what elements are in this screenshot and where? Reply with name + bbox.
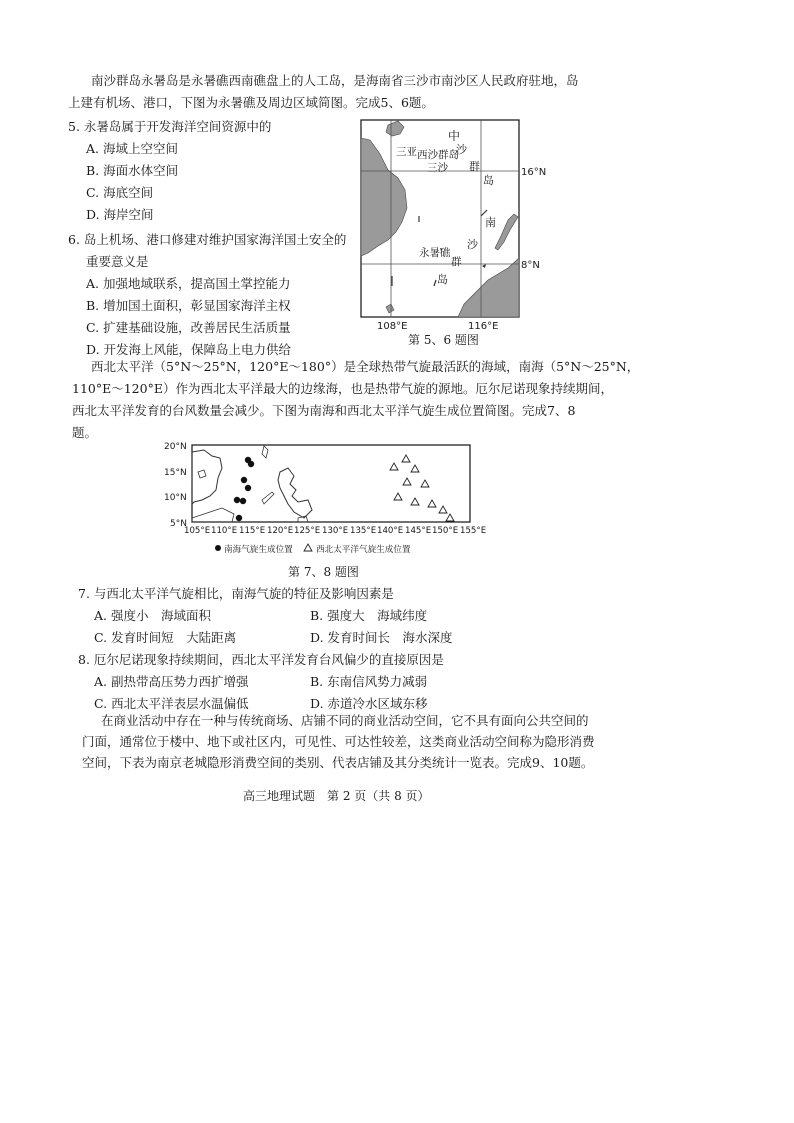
longitude-label: 125°E	[294, 526, 321, 536]
legend-triangle-icon	[304, 544, 312, 551]
scs-cyclone-dot	[245, 485, 251, 491]
cyclone-genesis-map	[160, 438, 495, 558]
longitude-label: 145°E	[405, 526, 432, 536]
longitude-label: 130°E	[322, 526, 349, 536]
question-5-option-a: A. 海域上空空间	[86, 141, 178, 156]
question-6-stem: 重要意义是	[86, 254, 149, 269]
question-7-option-d: D. 发育时间长 海水深度	[310, 630, 453, 645]
longitude-label: 115°E	[239, 526, 266, 536]
longitude-label: 110°E	[211, 526, 238, 536]
question-7-option-c: C. 发育时间短 大陆距离	[94, 630, 237, 645]
legend-label: 南海气旋生成位置	[224, 545, 293, 555]
scs-cyclone-dot	[234, 497, 240, 503]
longitude-label: 140°E	[377, 526, 404, 536]
question-7-stem: 7. 与西北太平洋气旋相比，南海气旋的特征及影响因素是	[78, 586, 394, 601]
latitude-label: 8°N	[521, 260, 540, 271]
intro-paragraph-line: 西北太平洋（5°N～25°N，120°E～180°）是全球热带气旋最活跃的海域，南海（5°N～25°N，	[91, 359, 640, 374]
latitude-label: 5°N	[170, 519, 187, 529]
map-label: 群	[451, 256, 462, 268]
question-6-option-d: D. 开发海上风能，保障岛上电力供给	[86, 342, 292, 357]
question-6-stem: 6. 岛上机场、港口修建对维护国家海洋国土安全的	[68, 232, 347, 247]
longitude-label: 120°E	[267, 526, 294, 536]
longitude-label: 150°E	[432, 526, 459, 536]
question-8-option-c: C. 西北太平洋表层水温偏低	[94, 696, 249, 711]
intro-paragraph-line: 空间，下表为南京老城隐形消费空间的类别、代表店铺及其分类统计一览表。完成9、10题。	[82, 755, 594, 770]
legend-dot-icon	[215, 545, 221, 551]
longitude-label: 116°E	[468, 321, 499, 332]
question-8-option-d: D. 赤道冷水区域东移	[310, 696, 428, 711]
intro-paragraph-line: 在商业活动中存在一种与传统商场、店铺不同的商业活动空间，它不具有面向公共空间的	[101, 713, 589, 728]
latitude-label: 10°N	[164, 493, 187, 503]
intro-paragraph-line: 南沙群岛永暑岛是永暑礁西南礁盘上的人工岛，是海南省三沙市南沙区人民政府驻地，岛	[91, 73, 579, 88]
intro-paragraph-line: 上建有机场、港口，下图为永暑礁及周边区域简图。完成5、6题。	[68, 95, 434, 110]
question-8-option-b: B. 东南信风势力减弱	[310, 674, 428, 689]
scs-cyclone-dot	[240, 498, 246, 504]
intro-paragraph-line: 110°E～120°E）作为西北太平洋最大的边缘海，也是热带气旋的源地。厄尔尼诺现象持续期间，	[72, 381, 613, 396]
scs-cyclone-dot	[241, 477, 247, 483]
question-6-option-b: B. 增加国土面积，彰显国家海洋主权	[86, 298, 291, 313]
figure-caption: 第 7、8 题图	[288, 565, 359, 579]
scs-cyclone-dot	[236, 515, 242, 521]
map-label: 岛	[437, 273, 448, 286]
intro-paragraph-line: 门面，通常位于楼中、地下或社区内，可见性、可达性较差，这类商业活动空间称为隐形消费	[82, 734, 595, 749]
map-label: 南	[485, 216, 496, 229]
question-5-option-c: C. 海底空间	[86, 185, 154, 200]
map-label: 沙	[467, 238, 478, 251]
map-label: 群	[469, 160, 480, 173]
question-7-option-b: B. 强度大 海域纬度	[310, 608, 428, 623]
latitude-label: 16°N	[521, 167, 547, 178]
question-6-option-a: A. 加强地域联系，提高国土掌控能力	[86, 276, 291, 291]
map-label: 中	[448, 129, 461, 143]
map-label: 三亚	[396, 146, 417, 158]
latitude-label: 15°N	[164, 468, 187, 478]
intro-paragraph-line: 西北太平洋发育的台风数量会减少。下图为南海和西北太平洋气旋生成位置简图。完成7、8	[72, 403, 576, 418]
map-label: 岛	[483, 174, 494, 187]
map-label: 永暑礁	[419, 247, 451, 259]
yongshu-reef-map	[358, 118, 558, 346]
question-6-option-c: C. 扩建基础设施，改善居民生活质量	[86, 320, 291, 335]
intro-paragraph-line: 题。	[72, 425, 98, 440]
question-5-stem: 5. 永暑岛属于开发海洋空间资源中的	[68, 119, 272, 134]
map-label: 西沙群岛	[417, 149, 459, 161]
map-label: 沙	[456, 143, 467, 156]
question-5-option-b: B. 海面水体空间	[86, 163, 179, 178]
page-footer: 高三地理试题 第 2 页（共 8 页）	[243, 789, 430, 803]
longitude-label: 155°E	[460, 526, 487, 536]
legend-label: 西北太平洋气旋生成位置	[316, 545, 411, 555]
scs-cyclone-dot	[248, 461, 254, 467]
latitude-label: 20°N	[164, 442, 187, 452]
longitude-label: 135°E	[350, 526, 377, 536]
longitude-label: 108°E	[377, 321, 408, 332]
longitude-label: 105°E	[184, 526, 211, 536]
figure-caption: 第 5、6 题图	[408, 333, 479, 347]
map-label: 三沙	[427, 162, 448, 174]
question-5-option-d: D. 海岸空间	[86, 207, 154, 222]
question-7-option-a: A. 强度小 海域面积	[94, 608, 211, 623]
question-8-stem: 8. 厄尔尼诺现象持续期间，西北太平洋发育台风偏少的直接原因是	[78, 652, 444, 667]
question-8-option-a: A. 副热带高压势力西扩增强	[94, 674, 249, 689]
